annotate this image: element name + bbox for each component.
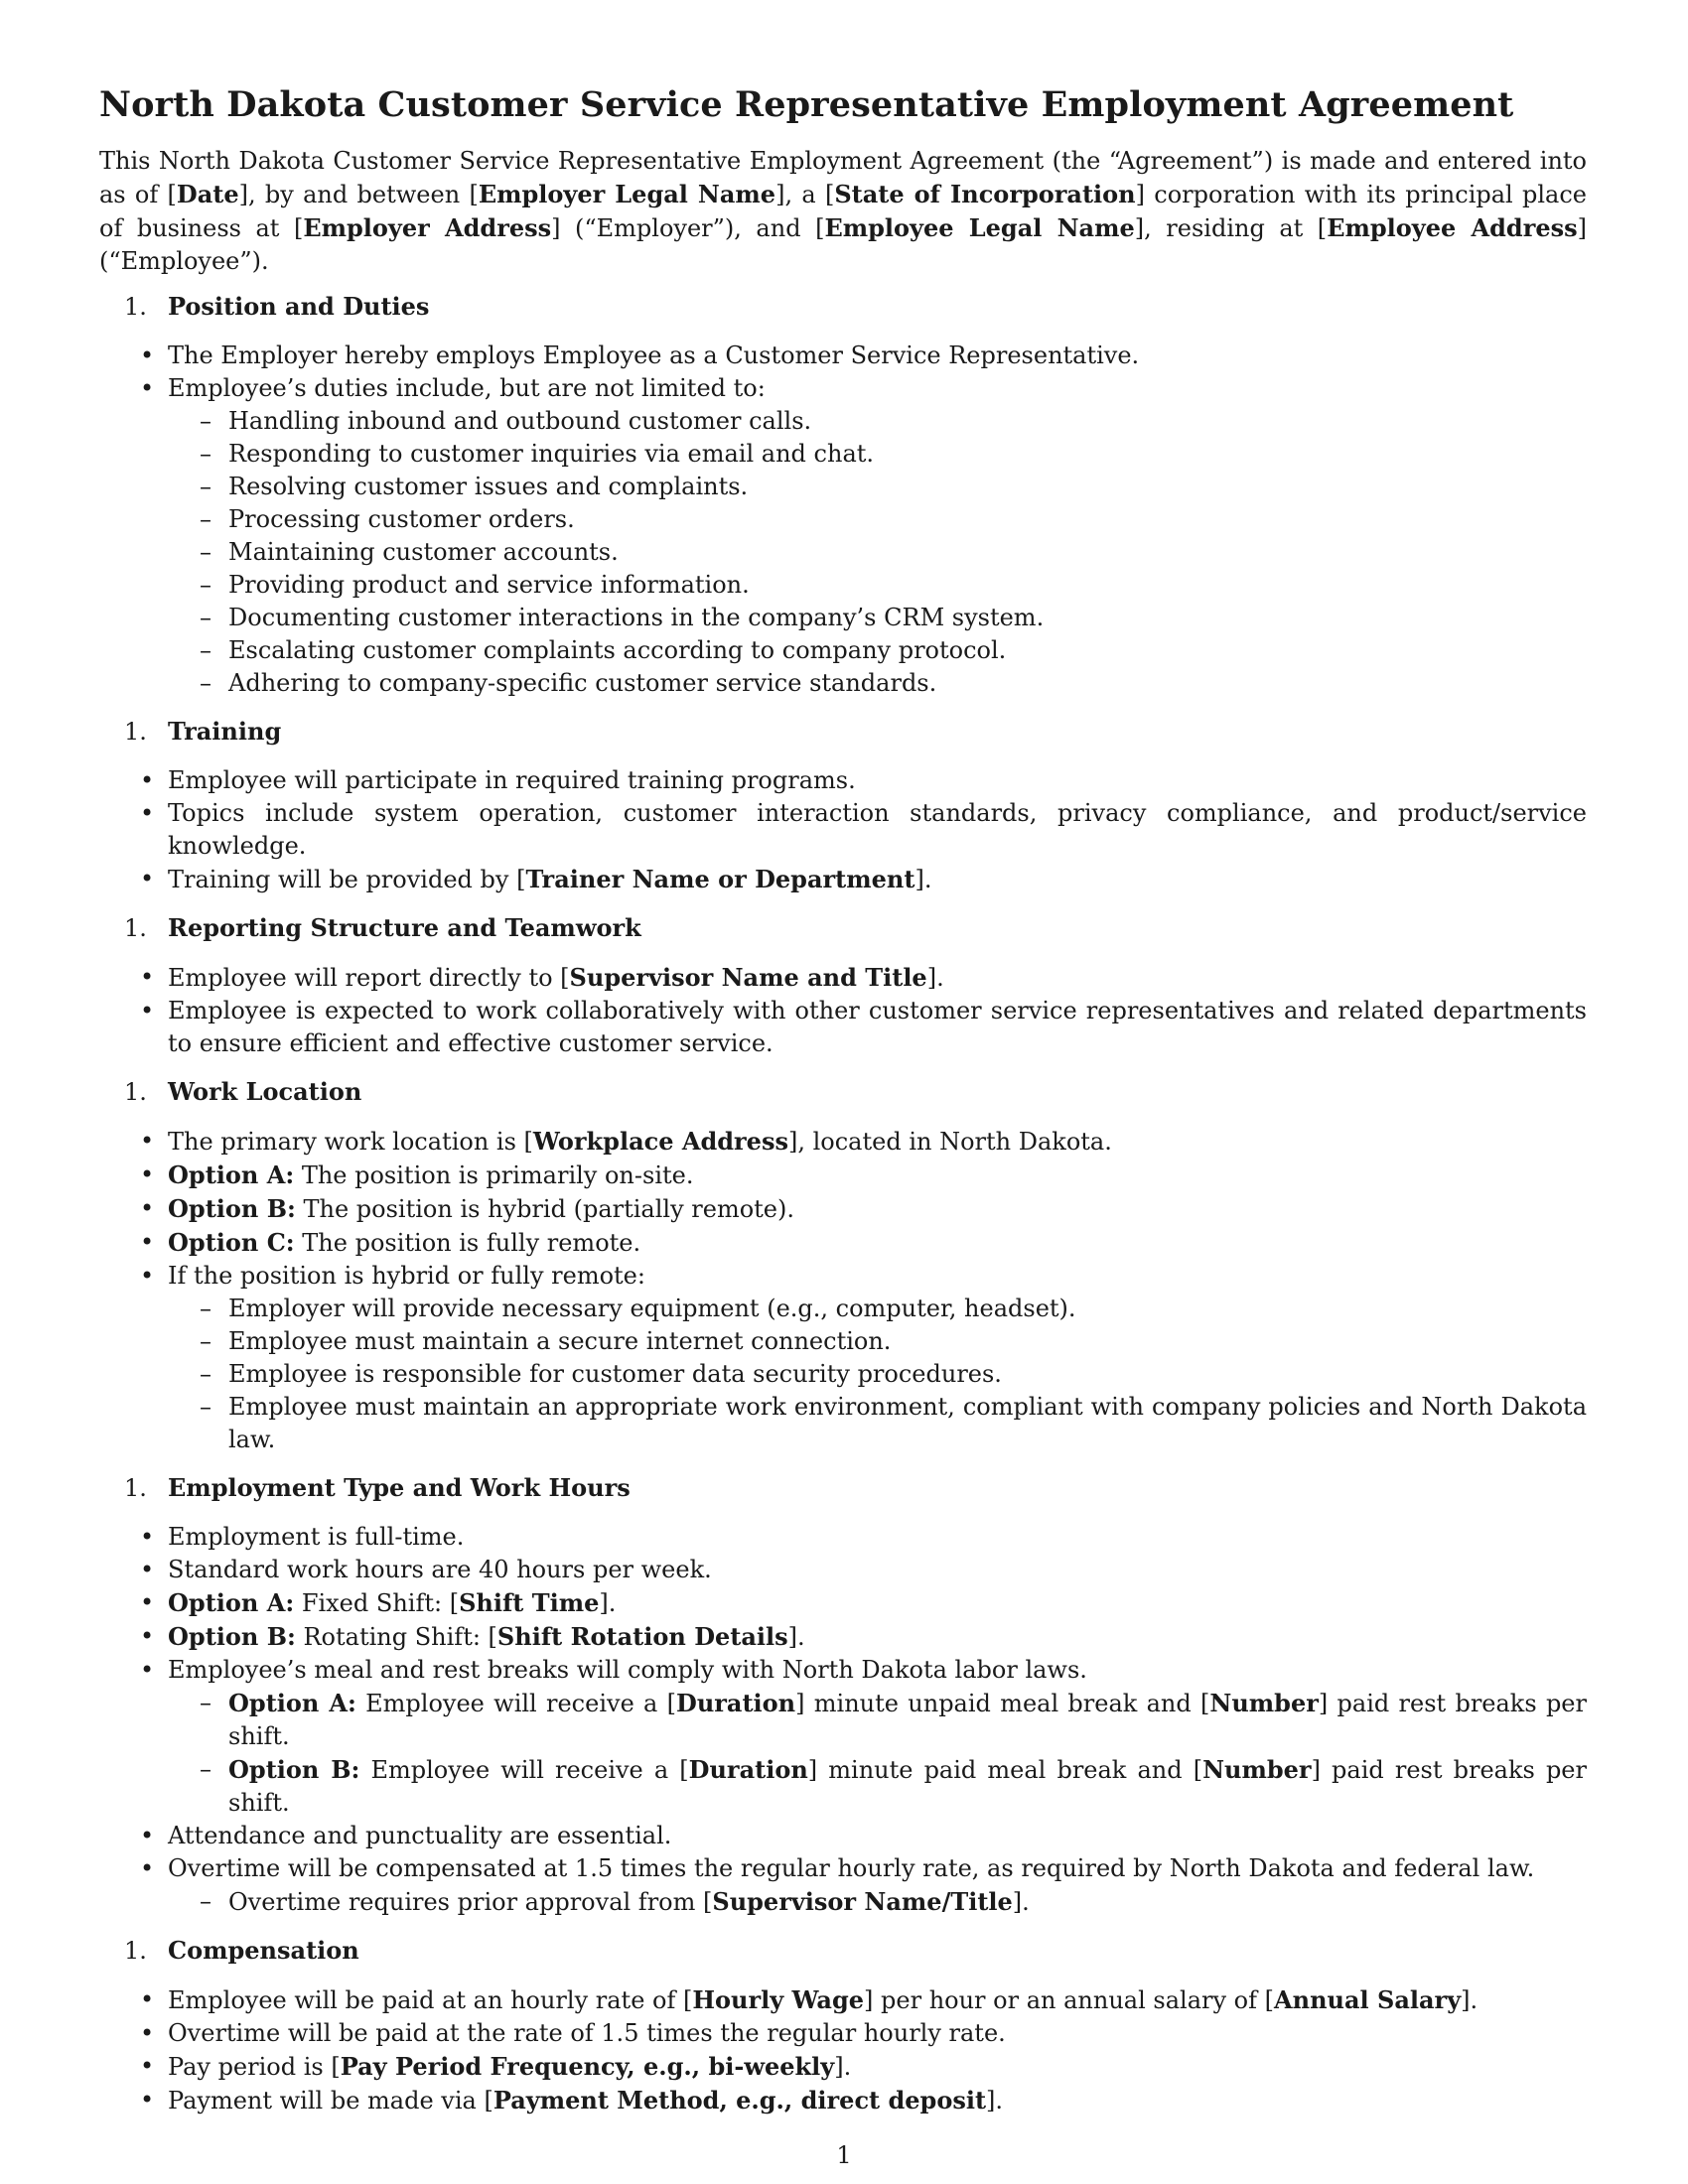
training-list xyxy=(99,764,1587,896)
list-item: • Attendance and punctuality are essential. xyxy=(99,1820,1587,1852)
sub-list-item: – Processing customer orders. xyxy=(168,503,1587,536)
list-item-text: Employee will report directly to [ xyxy=(168,964,570,992)
placeholder-annual-salary: Annual Salary xyxy=(1274,1985,1462,2014)
list-item xyxy=(99,961,1587,995)
list-item-text: Fixed Shift: [ xyxy=(294,1589,460,1617)
placeholder-supervisor: Supervisor Name/Title xyxy=(712,1887,1013,1916)
sub-list-item xyxy=(168,1885,1587,1919)
page-number: 1 xyxy=(836,2141,852,2169)
list-item-text: ]. xyxy=(1012,1888,1030,1916)
list-item-text: ] paid rest breaks per shift. xyxy=(228,1756,1587,1817)
list-item: • Topics include system operation, customer interaction standards, privacy compliance, and product/service knowledge. xyxy=(99,797,1587,863)
compensation-list xyxy=(99,1983,1587,2117)
duties-sublist xyxy=(168,405,1587,700)
placeholder-employee-legal-name: Employee Legal Name xyxy=(824,213,1135,242)
list-item-text: Employee will receive a [ xyxy=(355,1690,677,1717)
list-item-text: Rotating Shift: [ xyxy=(295,1623,497,1651)
list-item-text: Pay period is [ xyxy=(168,2053,341,2081)
list-item xyxy=(99,863,1587,896)
list-item-text: Overtime will be compensated at 1.5 times the regular hourly rate, as required by North Dakota and federal law. xyxy=(168,1854,1535,1882)
list-item xyxy=(99,2050,1587,2084)
list-item: • Employment is full-time. xyxy=(99,1521,1587,1554)
section-title: Compensation xyxy=(168,1936,359,1965)
section-heading-position-duties xyxy=(99,290,1587,324)
list-item: • Employee is expected to work collaboratively with other customer service representatives and related departments to ensure efficient and effective customer service. xyxy=(99,995,1587,1060)
placeholder-supervisor: Supervisor Name and Title xyxy=(569,963,927,992)
placeholder-payment-method: Payment Method, e.g., direct deposit xyxy=(492,2086,987,2115)
work-location-list xyxy=(99,1125,1587,1456)
list-item: • The Employer hereby employs Employee as a Customer Service Representative. xyxy=(99,340,1587,372)
placeholder-employer-legal-name: Employer Legal Name xyxy=(478,180,776,208)
intro-text: ], residing at [ xyxy=(1134,214,1328,242)
list-item xyxy=(99,1586,1587,1620)
list-item-text: ] paid rest breaks per shift. xyxy=(228,1690,1587,1750)
section-number: 1. xyxy=(124,293,147,321)
list-item-text: ]. xyxy=(914,866,932,893)
section-title: Training xyxy=(168,717,282,746)
placeholder-number: Number xyxy=(1209,1689,1319,1717)
sub-list-item: – Employee must maintain an appropriate work environment, compliant with company policies and North Dakota law. xyxy=(168,1391,1587,1456)
breaks-sublist xyxy=(168,1687,1587,1820)
list-item-text: The position is primarily on-site. xyxy=(294,1161,694,1189)
document-title: North Dakota Customer Service Representative Employment Agreement xyxy=(99,84,1514,125)
list-item-text: ] per hour or an annual salary of [ xyxy=(864,1986,1274,2014)
option-label: Option A: xyxy=(228,1689,356,1717)
sub-list-item: – Employer will provide necessary equipment (e.g., computer, headset). xyxy=(168,1293,1587,1325)
list-item xyxy=(99,1260,1587,1456)
placeholder-duration: Duration xyxy=(688,1755,808,1784)
list-item-text: ]. xyxy=(834,2053,852,2081)
list-item-text: Training will be provided by [ xyxy=(168,866,526,893)
placeholder-duration: Duration xyxy=(676,1689,796,1717)
option-label: Option C: xyxy=(168,1228,295,1257)
intro-text: This North Dakota Customer Service Representative Employment Agreement (the “Agreement”) is made and entered into as of [ xyxy=(99,147,1587,208)
list-item-text: Employee will be paid at an hourly rate of [ xyxy=(168,1986,693,2014)
overtime-sublist xyxy=(168,1885,1587,1919)
section-heading-reporting xyxy=(99,911,1587,945)
option-label: Option A: xyxy=(168,1160,295,1189)
section-title: Work Location xyxy=(168,1077,362,1106)
placeholder-hourly-wage: Hourly Wage xyxy=(692,1985,865,2014)
list-item-text: ]. xyxy=(926,964,944,992)
list-item xyxy=(99,2084,1587,2117)
list-item xyxy=(99,1125,1587,1159)
option-label: Option B: xyxy=(168,1622,296,1651)
list-item xyxy=(99,1852,1587,1919)
list-item-text: Employee’s duties include, but are not limited to: xyxy=(168,374,766,402)
sub-list-item: – Maintaining customer accounts. xyxy=(168,536,1587,569)
sub-list-item: – Resolving customer issues and complaints. xyxy=(168,471,1587,503)
list-item-text: The primary work location is [ xyxy=(168,1128,533,1156)
list-item xyxy=(99,372,1587,700)
section-number: 1. xyxy=(124,718,147,746)
employment-type-list xyxy=(99,1521,1587,1919)
list-item-text: ], located in North Dakota. xyxy=(787,1128,1112,1156)
list-item-text: ]. xyxy=(986,2087,1004,2115)
sub-list-item: – Adhering to company-specific customer service standards. xyxy=(168,667,1587,700)
list-item xyxy=(99,1620,1587,1654)
placeholder-shift-rotation: Shift Rotation Details xyxy=(496,1622,788,1651)
option-label: Option A: xyxy=(168,1588,295,1617)
placeholder-number: Number xyxy=(1202,1755,1312,1784)
placeholder-shift-time: Shift Time xyxy=(459,1588,600,1617)
section-title: Reporting Structure and Teamwork xyxy=(168,913,641,942)
sub-list-item: – Escalating customer complaints according to company protocol. xyxy=(168,634,1587,667)
list-item xyxy=(99,1226,1587,1260)
section-title: Employment Type and Work Hours xyxy=(168,1473,631,1502)
intro-text: ] corporation with its principal place of business at [ xyxy=(99,181,1588,242)
sub-list-item: – Employee is responsible for customer data security procedures. xyxy=(168,1358,1587,1391)
sub-list-item xyxy=(168,1753,1587,1820)
list-item: • Overtime will be paid at the rate of 1.5 times the regular hourly rate. xyxy=(99,2017,1587,2050)
section-heading-compensation xyxy=(99,1934,1587,1968)
placeholder-date: Date xyxy=(176,180,239,208)
section-heading-work-location xyxy=(99,1075,1587,1109)
intro-text: ] (“Employee”). xyxy=(99,214,1588,275)
placeholder-state-of-incorporation: State of Incorporation xyxy=(834,180,1136,208)
option-label: Option B: xyxy=(168,1194,296,1223)
section-title: Position and Duties xyxy=(168,292,430,321)
placeholder-pay-period: Pay Period Frequency, e.g., bi-weekly xyxy=(340,2052,835,2081)
intro-paragraph xyxy=(99,145,1587,278)
sub-list-item: – Responding to customer inquiries via email and chat. xyxy=(168,438,1587,471)
list-item-text: ]. xyxy=(599,1589,617,1617)
list-item-text: ]. xyxy=(787,1623,805,1651)
list-item-text: Employee will receive a [ xyxy=(359,1756,689,1784)
list-item-text: The position is hybrid (partially remote). xyxy=(295,1195,794,1223)
list-item xyxy=(99,1192,1587,1226)
list-item-text: Overtime requires prior approval from [ xyxy=(228,1888,713,1916)
placeholder-employee-address: Employee Address xyxy=(1327,213,1578,242)
sub-list-item: – Documenting customer interactions in the company’s CRM system. xyxy=(168,602,1587,634)
remote-sublist xyxy=(168,1293,1587,1456)
section-heading-employment-type xyxy=(99,1471,1587,1505)
section-number: 1. xyxy=(124,914,147,942)
option-label: Option B: xyxy=(228,1755,360,1784)
section-number: 1. xyxy=(124,1078,147,1106)
placeholder-workplace-address: Workplace Address xyxy=(532,1127,788,1156)
reporting-list xyxy=(99,961,1587,1060)
list-item-text: Employee’s meal and rest breaks will comply with North Dakota labor laws. xyxy=(168,1656,1087,1684)
list-item-text: If the position is hybrid or fully remote: xyxy=(168,1262,645,1290)
section-number: 1. xyxy=(124,1474,147,1502)
intro-text: ], by and between [ xyxy=(238,181,479,208)
section-heading-training xyxy=(99,715,1587,749)
position-duties-list xyxy=(99,340,1587,700)
list-item-text: ] minute paid meal break and [ xyxy=(807,1756,1203,1784)
list-item: • Employee will participate in required training programs. xyxy=(99,764,1587,797)
list-item-text: The position is fully remote. xyxy=(294,1229,641,1257)
list-item-text: ]. xyxy=(1461,1986,1478,2014)
list-item xyxy=(99,1159,1587,1192)
sub-list-item: – Providing product and service information. xyxy=(168,569,1587,602)
placeholder-employer-address: Employer Address xyxy=(303,213,552,242)
sub-list-item xyxy=(168,1687,1587,1753)
section-number: 1. xyxy=(124,1937,147,1965)
list-item-text: Payment will be made via [ xyxy=(168,2087,493,2115)
list-item xyxy=(99,1654,1587,1820)
sub-list-item: – Employee must maintain a secure internet connection. xyxy=(168,1325,1587,1358)
sub-list-item: – Handling inbound and outbound customer calls. xyxy=(168,405,1587,438)
placeholder-trainer: Trainer Name or Department xyxy=(525,865,915,893)
intro-text: ], a [ xyxy=(775,181,835,208)
intro-text: ] (“Employer”), and [ xyxy=(551,214,825,242)
list-item-text: ] minute unpaid meal break and [ xyxy=(795,1690,1210,1717)
list-item: • Standard work hours are 40 hours per week. xyxy=(99,1554,1587,1586)
list-item xyxy=(99,1983,1587,2017)
